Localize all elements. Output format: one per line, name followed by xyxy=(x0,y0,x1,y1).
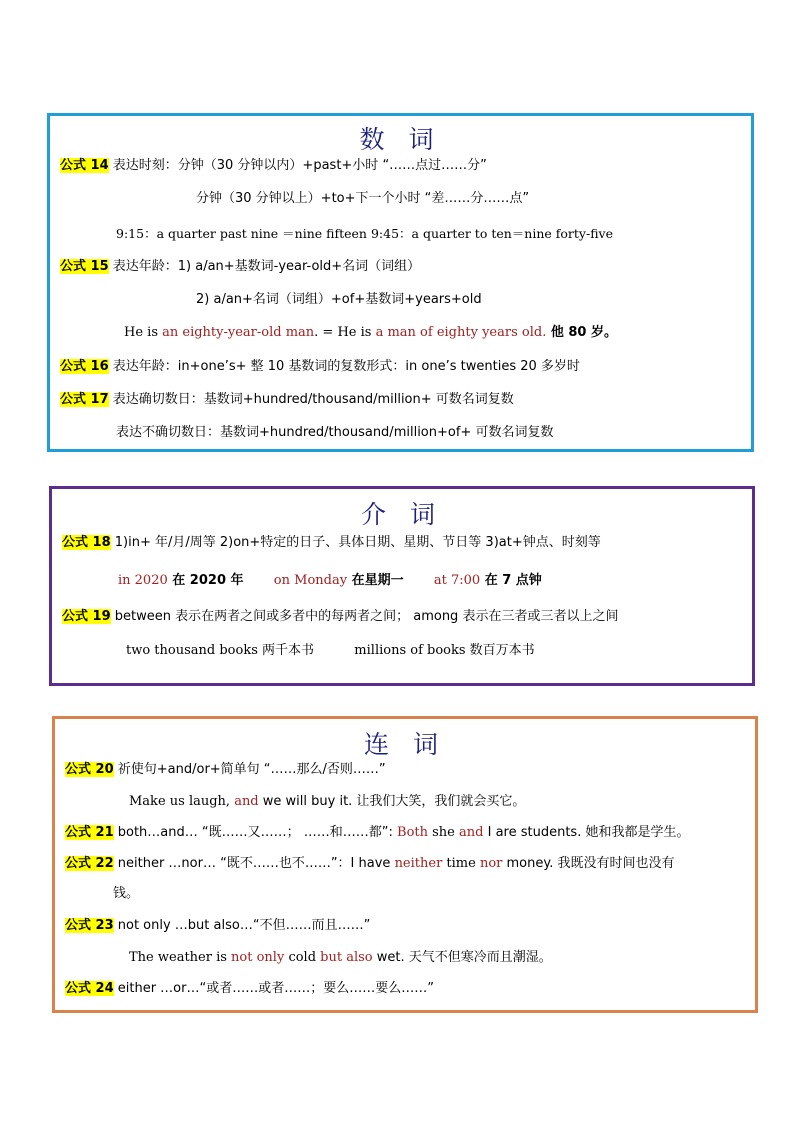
formula-23-example xyxy=(129,949,552,967)
example-highlight: and xyxy=(459,825,484,840)
formula-21 xyxy=(65,824,689,842)
formula-15 xyxy=(60,258,420,276)
formula-23 xyxy=(65,917,370,935)
numerals-section xyxy=(47,113,754,452)
formula-text: 表达确切数日：基数词+hundred/thousand/million+ 可数名词复数 xyxy=(108,392,514,407)
example-highlight: nor xyxy=(479,856,503,871)
formula-22-line2: 钱。 xyxy=(113,886,140,901)
formula-15-line2: 2) a/an+名词（词组）+of+基数词+years+old xyxy=(196,292,482,307)
section-title-prepositions: 介 词 xyxy=(361,500,443,529)
formula-label: 公式 17 xyxy=(60,392,109,407)
example-text: time xyxy=(442,856,480,871)
example-highlight: in 2020 xyxy=(118,573,168,588)
prepositions-section xyxy=(49,486,755,686)
formula-17 xyxy=(60,391,514,409)
example-text: two thousand books 两千本书 xyxy=(126,643,315,658)
formula-text: both…and… “既……又……； ……和……都”: xyxy=(113,825,398,840)
example-text: we will buy it. 让我们大笑，我们就会买它。 xyxy=(258,794,526,809)
formula-label: 公式 23 xyxy=(65,918,114,933)
example-highlight: at 7:00 xyxy=(433,573,481,588)
example-text: money. 我既没有时间也没有 xyxy=(502,856,675,871)
example-translation: 他 80 岁。 xyxy=(546,325,617,340)
formula-text: 表达年龄：1) a/an+基数词-year-old+名词（词组） xyxy=(108,259,421,274)
example-text: cold xyxy=(284,950,321,965)
formula-label: 公式 15 xyxy=(60,259,109,274)
example-highlight: on Monday xyxy=(273,573,348,588)
formula-14-example: 9:15：a quarter past nine ＝nine fifteen 9:45：a quarter to ten＝nine forty-five xyxy=(116,226,613,241)
example-translation: 在星期一 xyxy=(347,573,404,588)
example-highlight: but also xyxy=(320,950,373,965)
example-highlight: Both xyxy=(397,825,428,840)
formula-text: 表达时刻：分钟（30 分钟以内）+past+小时 “……点过……分” xyxy=(108,158,487,173)
formula-label: 公式 19 xyxy=(62,609,111,624)
example-translation: 在 7 点钟 xyxy=(480,573,542,588)
formula-20 xyxy=(65,761,386,779)
example-text: wet. 天气不但寒冷而且潮湿。 xyxy=(372,950,552,965)
formula-label: 公式 22 xyxy=(65,856,114,871)
formula-text: neither …nor… “既不……也不……”：I have xyxy=(113,856,395,871)
example-highlight: a man of eighty years old. xyxy=(375,325,547,340)
formula-20-example xyxy=(129,793,525,811)
formula-18 xyxy=(62,534,601,552)
section-title-conjunctions: 连 词 xyxy=(364,730,446,759)
example-text: I are students. 她和我都是学生。 xyxy=(483,825,690,840)
formula-16 xyxy=(60,358,580,376)
example-text: . = He is xyxy=(314,325,376,340)
example-highlight: not only xyxy=(231,950,285,965)
formula-14-line2: 分钟（30 分钟以上）+to+下一个小时 “差……分……点” xyxy=(196,191,530,206)
formula-17-line2: 表达不确切数日：基数词+hundred/thousand/million+of+ 可数名词复数 xyxy=(116,425,554,440)
formula-label: 公式 18 xyxy=(62,535,111,550)
formula-24 xyxy=(65,980,434,998)
formula-18-examples xyxy=(118,572,542,590)
formula-14 xyxy=(60,157,487,175)
example-text: The weather is xyxy=(129,950,232,965)
example-translation: 在 2020 年 xyxy=(167,573,244,588)
example-text: He is xyxy=(124,325,163,340)
example-text: millions of books 数百万本书 xyxy=(354,643,535,658)
conjunctions-section xyxy=(52,716,758,1013)
formula-text: 表达年龄：in+one’s+ 整 10 基数词的复数形式：in one’s twenties 20 多岁时 xyxy=(108,359,580,374)
example-highlight: an eighty-year-old man xyxy=(162,325,315,340)
section-title-numerals: 数 词 xyxy=(359,125,442,154)
formula-15-example xyxy=(124,324,617,342)
example-text: Make us laugh, xyxy=(129,794,235,809)
formula-label: 公式 16 xyxy=(60,359,109,374)
example-highlight: neither xyxy=(394,856,443,871)
example-highlight: and xyxy=(234,794,259,809)
formula-label: 公式 21 xyxy=(65,825,114,840)
formula-22 xyxy=(65,855,674,873)
formula-text: 1)in+ 年/月/周等 2)on+特定的日子、具体日期、星期、节日等 3)at+钟点、时刻等 xyxy=(110,535,601,550)
formula-label: 公式 20 xyxy=(65,762,114,777)
formula-19-examples xyxy=(126,642,535,660)
formula-label: 公式 14 xyxy=(60,158,109,173)
formula-19 xyxy=(62,608,618,626)
formula-text: not only …but also…“不但……而且……” xyxy=(113,918,371,933)
formula-label: 公式 24 xyxy=(65,981,114,996)
formula-text: 祈使句+and/or+简单句 “……那么/否则……” xyxy=(113,762,386,777)
formula-text: either …or…“或者……或者……；要么……要么……” xyxy=(113,981,434,996)
example-text: she xyxy=(428,825,460,840)
formula-text: between 表示在两者之间或多者中的每两者之间； among 表示在三者或三者以上之间 xyxy=(110,609,619,624)
